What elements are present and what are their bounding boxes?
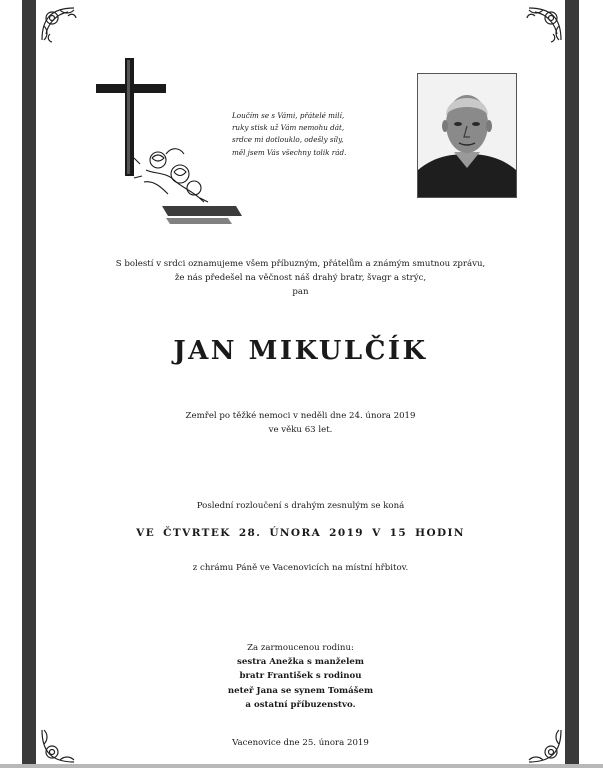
funeral-location: z chrámu Páně ve Vacenovicích na místní hřbitov.: [192, 563, 409, 573]
right-mourning-border: [565, 0, 579, 768]
family-member: bratr František s rodinou: [239, 671, 362, 682]
announcement-line: pan: [292, 286, 309, 297]
place-and-date: Vacenovice dne 25. února 2019: [232, 738, 369, 748]
left-mourning-border: [22, 0, 36, 768]
poem-line: Loučím se s Vámi, přátelé milí,: [232, 111, 345, 120]
announcement-text: [36, 258, 565, 299]
portrait-image: [418, 74, 516, 197]
funeral-datetime: VE ČTVRTEK 28. ÚNORA 2019 V 15 HODIN: [136, 527, 465, 539]
bottom-edge: [0, 764, 603, 768]
poem-line: měl jsem Vás všechny tolik rád.: [232, 147, 347, 157]
family-intro: Za zarmoucenou rodinu:: [247, 643, 354, 653]
age-line: ve věku 63 let.: [268, 424, 333, 435]
cross-icon: [96, 58, 246, 230]
corner-ornament-icon: [519, 4, 565, 44]
poem-line: ruky stisk už Vám nemohu dát,: [232, 123, 345, 133]
farewell-intro: Poslední rozloučení s drahým zesnulým se koná: [196, 501, 405, 511]
deceased-name: JAN MIKULČÍK: [173, 336, 428, 366]
farewell-poem: [232, 110, 402, 159]
family-signature: [36, 641, 565, 712]
death-info: [36, 410, 565, 438]
family-member: a ostatní příbuzenstvo.: [245, 699, 356, 710]
announcement-line: že nás předešel na věčnost náš drahý bratr, švagr a strýc,: [174, 272, 427, 283]
family-member: sestra Anežka s manželem: [237, 657, 364, 668]
deceased-photo: [417, 73, 517, 198]
family-member: neteř Jana se synem Tomášem: [227, 685, 374, 696]
rose-icon: [134, 149, 208, 202]
corner-ornament-icon: [38, 4, 84, 44]
poem-line: srdce mi dotlouklo, odešly síly,: [232, 135, 344, 145]
announcement-line: S bolestí v srdci oznamujeme všem příbuzným, přátelům a známým smutnou zprávu,: [115, 259, 486, 269]
death-date-line: Zemřel po těžké nemoci v neděli dne 24. února 2019: [185, 411, 416, 421]
